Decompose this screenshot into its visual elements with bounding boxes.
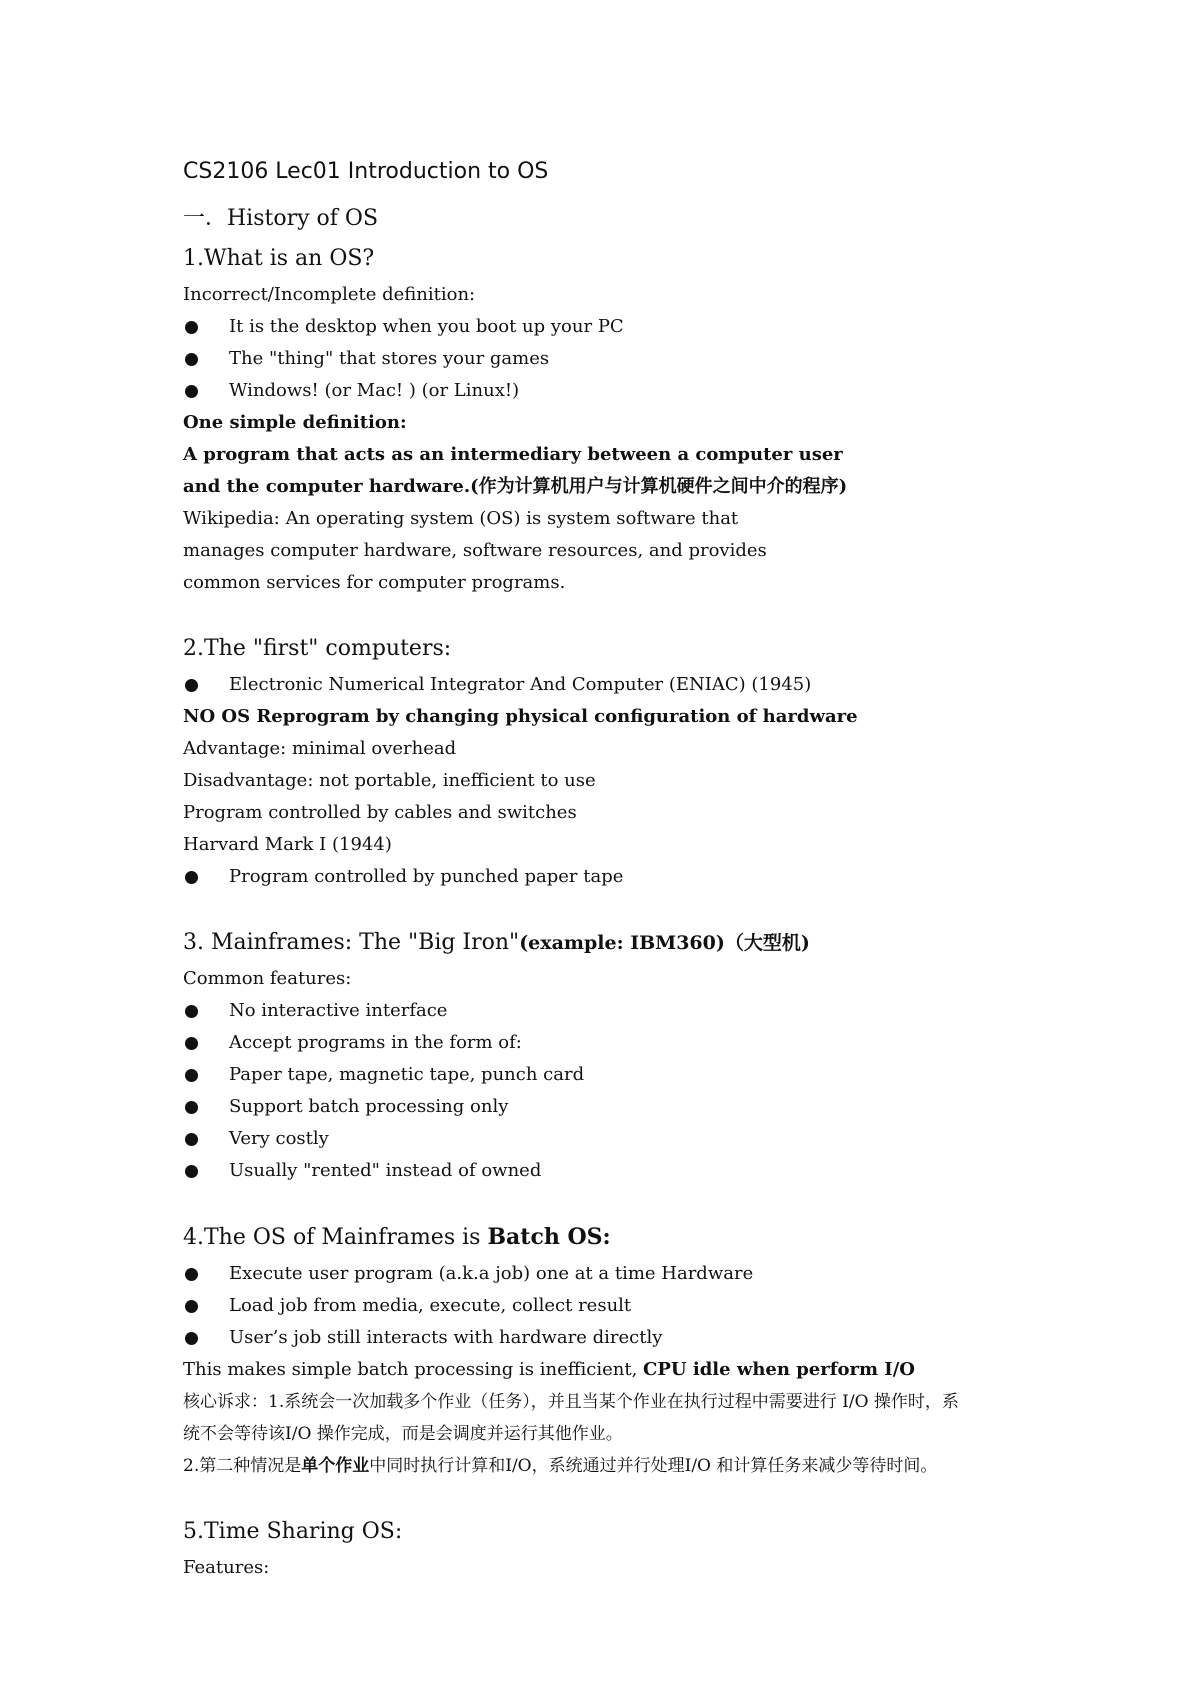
bullet-icon	[185, 1268, 198, 1281]
bullet-icon	[185, 1165, 198, 1178]
list-item-text: Load job from media, execute, collect result	[229, 1295, 632, 1316]
list-item	[183, 1091, 1043, 1123]
list-item-text: Windows! (or Mac! ) (or Linux!)	[229, 380, 520, 401]
q4-heading-text: 4.The OS of Mainframes is	[183, 1225, 488, 1250]
list-item	[183, 375, 1043, 407]
q3-heading-bold: (example: IBM360)（大型机)	[519, 932, 810, 954]
q3-heading	[183, 927, 1043, 959]
bullet-icon	[185, 1300, 198, 1313]
bullet-icon	[185, 871, 198, 884]
list-item-text: Execute user program (a.k.a job) one at a time Hardware	[229, 1263, 754, 1284]
q1-intro: Incorrect/Incomplete definition:	[183, 284, 476, 305]
bullet-icon	[185, 385, 198, 398]
list-item-text: Very costly	[229, 1128, 329, 1149]
advantage-line: Advantage: minimal overhead	[183, 738, 457, 759]
list-item	[183, 995, 1043, 1027]
list-item-text: The "thing" that stores your games	[229, 348, 550, 369]
definition-line-2: and the computer hardware.(作为计算机用户与计算机硬件之间中介的程序)	[183, 476, 848, 497]
bullet-icon	[185, 1069, 198, 1082]
list-item	[183, 1027, 1043, 1059]
no-os-line: NO OS Reprogram by changing physical configuration of hardware	[183, 706, 858, 727]
list-item-text: User’s job still interacts with hardware directly	[229, 1327, 663, 1348]
cables-line: Program controlled by cables and switches	[183, 802, 577, 823]
inefficient-line	[183, 1354, 1043, 1386]
bullet-icon	[185, 353, 198, 366]
harvard-line: Harvard Mark I (1944)	[183, 834, 392, 855]
bullet-icon	[185, 1332, 198, 1345]
list-item-text: It is the desktop when you boot up your PC	[229, 316, 624, 337]
list-item-text: Usually "rented" instead of owned	[229, 1160, 542, 1181]
q3-intro: Common features:	[183, 968, 352, 989]
list-item	[183, 1258, 1043, 1290]
list-item-text: Accept programs in the form of:	[229, 1032, 522, 1053]
q1-heading: 1.What is an OS?	[183, 246, 375, 271]
q3-heading-text: 3. Mainframes: The "Big Iron"	[183, 930, 520, 955]
inefficient-bold: CPU idle when perform I/O	[643, 1359, 915, 1380]
chinese-note-bold: 单个作业	[301, 1456, 370, 1476]
bullet-icon	[185, 1037, 198, 1050]
section-history-heading: 一．History of OS	[183, 206, 379, 231]
q4-heading-bold: Batch OS:	[487, 1224, 611, 1250]
list-item	[183, 1059, 1043, 1091]
disadvantage-line: Disadvantage: not portable, inefficient to use	[183, 770, 596, 791]
bullet-icon	[185, 679, 198, 692]
definition-heading: One simple definition:	[183, 412, 407, 433]
q2-heading: 2.The "first" computers:	[183, 636, 452, 661]
list-item	[183, 1322, 1043, 1354]
chinese-note-line-3	[183, 1450, 1043, 1482]
list-item-text: Paper tape, magnetic tape, punch card	[229, 1064, 585, 1085]
bullet-icon	[185, 1101, 198, 1114]
list-item	[183, 343, 1043, 375]
list-item	[183, 861, 1043, 893]
bullet-icon	[185, 321, 198, 334]
chinese-note-a: 2.第二种情况是	[183, 1456, 302, 1476]
q5-features: Features:	[183, 1557, 270, 1578]
list-item-text: Program controlled by punched paper tape	[229, 866, 624, 887]
definition-line-1: A program that acts as an intermediary between a computer user	[183, 444, 843, 465]
list-item	[183, 1290, 1043, 1322]
list-item	[183, 1155, 1043, 1187]
list-item	[183, 669, 1043, 701]
q4-heading	[183, 1221, 1043, 1254]
list-item	[183, 1123, 1043, 1155]
q5-heading: 5.Time Sharing OS:	[183, 1519, 403, 1544]
chinese-note-line-2: 统不会等待该I/O 操作完成，而是会调度并运行其他作业。	[183, 1424, 623, 1444]
list-item-text: Support batch processing only	[229, 1096, 509, 1117]
doc-title: CS2106 Lec01 Introduction to OS	[183, 159, 549, 184]
inefficient-text: This makes simple batch processing is inefficient,	[183, 1359, 644, 1380]
bullet-icon	[185, 1133, 198, 1146]
list-item-text: No interactive interface	[229, 1000, 448, 1021]
chinese-note-c: 中同时执行计算和I/O，系统通过并行处理I/O 和计算任务来减少等待时间。	[369, 1456, 938, 1476]
list-item-text: Electronic Numerical Integrator And Computer (ENIAC) (1945)	[229, 674, 812, 695]
bullet-icon	[185, 1005, 198, 1018]
wikipedia-line-3: common services for computer programs.	[183, 572, 566, 593]
document-body	[183, 155, 1043, 1584]
wikipedia-line-1: Wikipedia: An operating system (OS) is system software that	[183, 508, 739, 529]
list-item	[183, 311, 1043, 343]
chinese-note-line-1: 核心诉求：1.系统会一次加载多个作业（任务），并且当某个作业在执行过程中需要进行 I/O 操作时，系	[183, 1392, 959, 1412]
wikipedia-line-2: manages computer hardware, software resources, and provides	[183, 540, 767, 561]
